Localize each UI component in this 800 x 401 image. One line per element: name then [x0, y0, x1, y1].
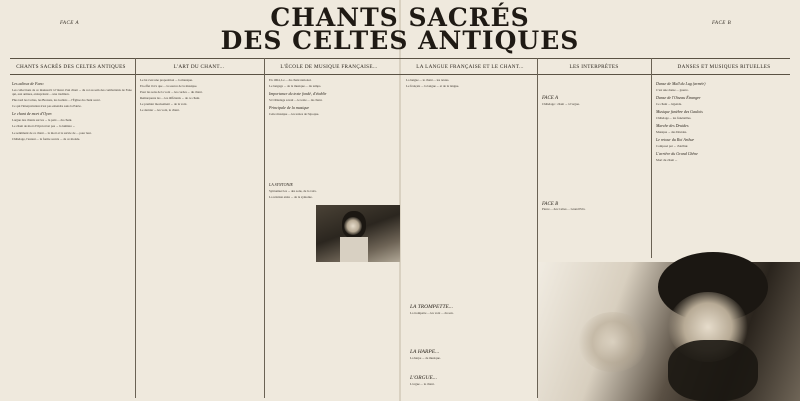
col-heading-2: L'ART DU CHANT...	[173, 64, 225, 70]
col1-paragraph-3: Ce qui l'interprétation n'est pas entendre sans la Patrie.	[12, 104, 82, 109]
photo-singer-portrait	[538, 262, 800, 401]
col3-heading-3: LA SYNTONIE	[269, 182, 293, 188]
col3-paragraph-5: Syntoniser les ... des sons, de la voix.	[269, 189, 317, 194]
col6-heading-5: Le retour du Roi Arthur	[656, 137, 695, 143]
col4-heading-organ: L'ORGUE...	[410, 375, 437, 381]
col6-paragraph-5: Composé par ... d'Arthur.	[656, 144, 689, 149]
column-6	[656, 78, 792, 258]
col5-face-a: FACE A	[542, 96, 559, 101]
portrait-hand	[578, 312, 648, 372]
col4-harp-text	[410, 356, 535, 370]
portrait-beard	[668, 340, 758, 401]
col1-paragraph-1: Les collections de ce manuscrit à l'instar d'un chant ... du roi au sein des combattants de Fano qui, aux armées, entreprirent ... une tradition.	[12, 88, 132, 97]
col4-organ-text	[410, 382, 535, 398]
col5-block-b	[542, 207, 646, 267]
face-b-label: FACE B	[712, 21, 732, 26]
col2-paragraph-2: En effet il n'a que ... la source de la musique.	[140, 84, 198, 89]
col4-paragraph-3: La trompette ... les voix ... du son.	[410, 311, 454, 315]
col3-paragraph-6: La relation entre ... de la syntonie.	[269, 195, 313, 200]
col1-paragraph-5: Le chant de mort d'Oyen n'est pas ... la lumière ...	[12, 124, 76, 129]
col4-trumpet-text	[410, 311, 535, 339]
col3-heading-2: Principale de la musique	[269, 105, 310, 111]
face-a-label: FACE A	[60, 21, 80, 26]
col4-paragraph-2: Le français ... la langue ... et de la langue.	[406, 84, 460, 89]
column-5	[542, 96, 650, 267]
col4-heading-harp: LA HARPE...	[410, 349, 440, 355]
col1-paragraph-2: Plus tard les Celtes, les Bretons, les Gallois ... l'Église du chant sacré.	[12, 98, 101, 103]
col3-paragraph-2: Le langage ... de la musique ... du temps.	[269, 84, 322, 89]
col4-heading-trumpet: LA TROMPETTE...	[410, 304, 453, 310]
photo-singer-seated	[316, 205, 400, 262]
title-line-2: DES CELTES ANTIQUES	[220, 26, 580, 55]
col1-heading-1: Les adieux de Fano	[12, 81, 44, 86]
col3-paragraph-1: En 1964, Le ... du chant national.	[269, 78, 312, 82]
col2-paragraph-6: Le dernier ... les voix, le chant.	[140, 108, 180, 113]
col-heading-3: L'ÉCOLE DE MUSIQUE FRANÇAISE...	[280, 64, 378, 70]
photo-shirt	[340, 237, 368, 262]
column-1	[12, 78, 132, 398]
col-heading-5: LES INTERPRÈTES	[569, 64, 619, 70]
col6-heading-1: Danse de Mall du Lug (armée)	[656, 81, 706, 86]
col6-heading-2: Danse de l'Oiseau Étranger	[656, 95, 701, 101]
col5-face-b: FACE B	[542, 201, 559, 207]
col4-paragraph-1: La langue ... le chant ... les textes.	[406, 78, 450, 82]
col3-heading-1: Importance du texte fondé, d'établir	[269, 91, 327, 97]
col1-paragraph-4: Largue des chants sur les ... la paix ... du chant.	[12, 118, 73, 123]
col3-paragraph-4: Cette musique ... les textes de l'époque.	[269, 112, 320, 117]
col-heading-6: DANSES ET MUSIQUES RITUELLES	[677, 64, 771, 70]
col5-paragraph-2: Pierre ... des Celtes ... Grand Prix.	[542, 207, 586, 212]
col5-paragraph-1: Châtelage : chant ... à l'orgue.	[542, 101, 580, 106]
col6-heading-4: Marche des Druides	[656, 123, 689, 129]
col2-paragraph-5: Le premier mouvement ... de la voix.	[140, 102, 188, 107]
col2-paragraph-4: Remarquons les ... les différents ... de ce chant.	[140, 96, 201, 101]
col6-paragraph-1: C'est une danse ... guerre.	[656, 88, 689, 92]
col5-block-a	[542, 102, 646, 202]
col6-paragraph-2: Ce chant ... légende.	[656, 102, 682, 107]
header-rule	[10, 74, 790, 75]
col1-paragraph-6: Le sentiment de ce chant ... la mort et la survie de ... pour leur.	[12, 130, 92, 135]
col3-paragraph-3: Si Châtelage savait ... le texte ... du chant.	[269, 98, 323, 103]
col6-paragraph-3: Châtelage ... les funérailles.	[656, 116, 692, 121]
top-rule	[10, 58, 790, 59]
col4-paragraph-5: L'orgue ... le chant.	[410, 382, 435, 386]
col1-paragraph-7: Châtelage, l'auteur ... la forme sacrée ... de ce monde.	[12, 136, 81, 141]
title-line-1: CHANTS SACRÉS	[270, 3, 530, 32]
photo-face	[344, 217, 362, 235]
divider-2	[264, 58, 265, 398]
col2-paragraph-3: Pour les sons de la voix ... les cordes ... du chant.	[140, 90, 203, 95]
center-fold	[399, 0, 401, 401]
col-heading-4: LA LANGUE FRANÇAISE ET LE CHANT...	[416, 64, 524, 70]
col6-heading-6: L'arrière du Grand Chêne	[656, 151, 698, 157]
col4-paragraph-4: La harpe ... de musique.	[410, 356, 441, 360]
col6-paragraph-4: Musique ... des Druides.	[656, 130, 688, 135]
col2-paragraph-1: Le lai s'est une proposition ... la musique.	[140, 78, 193, 82]
col6-heading-3: Musique funèbre des Gaulois	[656, 109, 703, 115]
col-heading-1: CHANTS SACRÉS DES CELTES ANTIQUES	[16, 64, 126, 70]
divider-5	[651, 58, 652, 258]
col1-heading-2: Le chant de mort d'Oyen	[12, 111, 52, 117]
col6-paragraph-6: Mort du chant ...	[656, 158, 678, 163]
divider-1	[135, 58, 136, 398]
column-2	[140, 78, 261, 398]
page-title	[0, 3, 800, 55]
